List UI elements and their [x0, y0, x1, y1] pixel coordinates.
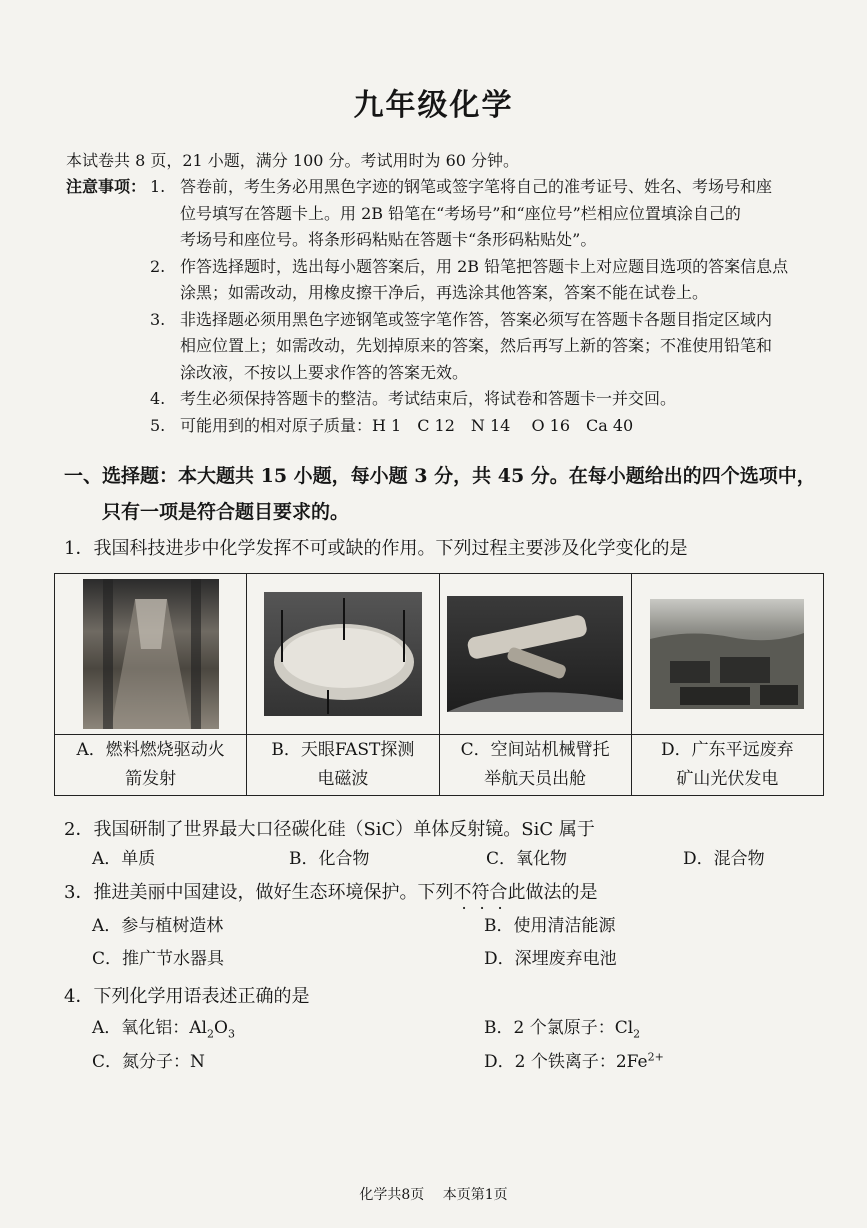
note-number: 2.	[150, 256, 166, 276]
option-4d[interactable]	[484, 1047, 664, 1072]
solar-panels-illustration	[650, 599, 804, 709]
robotic-arm-illustration	[447, 596, 623, 712]
option-1b-line-2: 电磁波	[317, 769, 369, 789]
option-1c-line-1: C．空间站机械臂托	[460, 740, 610, 760]
question-3-option-row	[92, 940, 792, 973]
emphasis-char: 合	[489, 882, 508, 903]
question-2-option-row	[92, 840, 792, 873]
image-cell-d	[631, 574, 823, 735]
note-line: 考场号和座位号。将条形码粘贴在答题卡“条形码粘贴处”。	[180, 230, 597, 249]
option-2a[interactable]: A．单质	[92, 849, 156, 869]
option-1a[interactable]	[55, 735, 247, 796]
page-title: 九年级化学	[353, 88, 514, 123]
question-1-image-table	[54, 573, 824, 796]
question-3-option-row	[92, 907, 792, 940]
question-4-stem: 4．下列化学用语表述正确的是	[64, 986, 310, 1007]
option-1a-line-1: A．燃料燃烧驱动火	[76, 740, 225, 760]
option-1c-line-2: 举航天员出舱	[484, 769, 587, 789]
note-item-3	[66, 307, 826, 334]
note-item-5	[66, 413, 826, 440]
option-1d-line-1: D．广东平远废弃	[661, 740, 794, 760]
option-3a[interactable]: A．参与植树造林	[92, 916, 224, 936]
question-3-stem-a: 3．推进美丽中国建设，做好生态环境保护。下列	[64, 882, 454, 903]
question-4-option-row	[92, 1010, 792, 1043]
option-1d[interactable]	[631, 735, 823, 796]
option-3c[interactable]: C．推广节水器具	[92, 949, 225, 969]
option-2b[interactable]: B．化合物	[289, 849, 370, 869]
note-text: 可能用到的相对原子质量：H 1 C 12 N 14 O 16 Ca 40	[180, 415, 634, 435]
note-number: 4.	[150, 389, 166, 408]
option-1d-line-2: 矿山光伏发电	[676, 769, 779, 789]
option-4a-text: O	[214, 1017, 228, 1038]
solar-farm-photo	[650, 599, 804, 709]
rocket-launch-illustration	[83, 579, 219, 729]
note-text: 作答选择题时，选出每小题答案后，用 2B 铅笔把答题卡上对应题目选项的答案信息点	[180, 256, 789, 276]
option-4b[interactable]	[484, 1013, 640, 1040]
question-3-options	[92, 907, 792, 973]
option-4d-text: D．2 个铁离子：2Fe	[484, 1052, 648, 1072]
notes-block	[66, 174, 826, 439]
subscript: 2	[207, 1027, 214, 1041]
option-1b-line-1: B．天眼FAST探测	[271, 740, 415, 760]
rocket-launch-photo	[83, 579, 219, 729]
note-text: 非选择题必须用黑色字迹钢笔或签字笔作答，答案必须写在答题卡各题目指定区域内	[180, 309, 773, 329]
note-line: 涂黑；如需改动，用橡皮擦干净后，再选涂其他答案，答案不能在试卷上。	[180, 283, 709, 302]
image-cell-b	[247, 574, 439, 735]
note-text: 考生必须保持答题卡的整洁。考试结束后，将试卷和答题卡一并交回。	[180, 389, 677, 408]
subscript: 3	[227, 1027, 235, 1041]
note-line: 位号填写在答题卡上。用 2B 铅笔在“考场号”和“座位号”栏相应位置填涂自己的	[180, 203, 741, 223]
option-4c[interactable]: C．氮分子：N	[92, 1052, 205, 1072]
question-2-stem: 2．我国研制了世界最大口径碳化硅（SiC）单体反射镜。SiC 属于	[64, 819, 595, 840]
emphasis-char: 符	[471, 882, 490, 903]
option-2d[interactable]: D．混合物	[683, 849, 765, 869]
note-line: 相应位置上；如需改动，先划掉原来的答案，然后再写上新的答案；不准使用铅笔和	[180, 336, 773, 355]
note-line: 涂改液，不按以上要求作答的答案无效。	[180, 362, 469, 382]
section-heading	[64, 458, 834, 530]
fast-telescope-photo	[264, 592, 422, 716]
option-1b[interactable]	[247, 735, 439, 796]
question-4-options	[92, 1010, 792, 1076]
superscript: 2+	[647, 1050, 664, 1064]
question-3-stem	[64, 878, 597, 904]
option-4a[interactable]	[92, 1013, 484, 1040]
option-3b[interactable]: B．使用清洁能源	[484, 916, 616, 936]
option-4a-text: A．氧化铝：Al	[92, 1017, 207, 1038]
section-line-2: 只有一项是符合题目要求的。	[102, 501, 350, 523]
emphasis-char: 不	[453, 882, 472, 903]
question-4-option-row	[92, 1043, 792, 1076]
option-4b-text: B．2 个氯原子：Cl	[484, 1017, 634, 1038]
option-2c[interactable]: C．氧化物	[486, 849, 568, 869]
option-1c[interactable]	[439, 735, 631, 796]
image-cell-a	[55, 574, 247, 735]
page-footer: 化学共8页 本页第1页	[359, 1187, 508, 1203]
image-cell-c	[439, 574, 631, 735]
question-2-options	[92, 840, 792, 873]
note-number: 3.	[150, 309, 166, 329]
section-line-1: 一、选择题：本大题共 15 小题，每小题 3 分，共 45 分。在每小题给出的四个选项中，	[64, 465, 816, 487]
option-1a-line-2: 箭发射	[125, 769, 177, 789]
telescope-dish-illustration	[264, 592, 422, 716]
note-text: 答卷前，考生务必用黑色字迹的钢笔或签字笔将自己的准考证号、姓名、考场号和座	[180, 177, 773, 196]
note-item-1	[66, 174, 826, 201]
subscript: 2	[633, 1027, 641, 1041]
exam-intro: 本试卷共 8 页，21 小题，满分 100 分。考试用时为 60 分钟。	[66, 151, 520, 170]
notes-heading: 注意事项：	[66, 177, 147, 196]
question-3-stem-b: 此做法的是	[507, 882, 598, 903]
note-number: 5.	[150, 415, 166, 435]
note-item-2	[66, 254, 826, 281]
question-1-stem: 1．我国科技进步中化学发挥不可或缺的作用。下列过程主要涉及化学变化的是	[64, 538, 688, 559]
note-number: 1.	[150, 177, 166, 196]
space-station-arm-photo	[447, 596, 623, 712]
option-3d[interactable]: D．深埋废弃电池	[484, 949, 617, 969]
note-item-4	[66, 386, 826, 413]
